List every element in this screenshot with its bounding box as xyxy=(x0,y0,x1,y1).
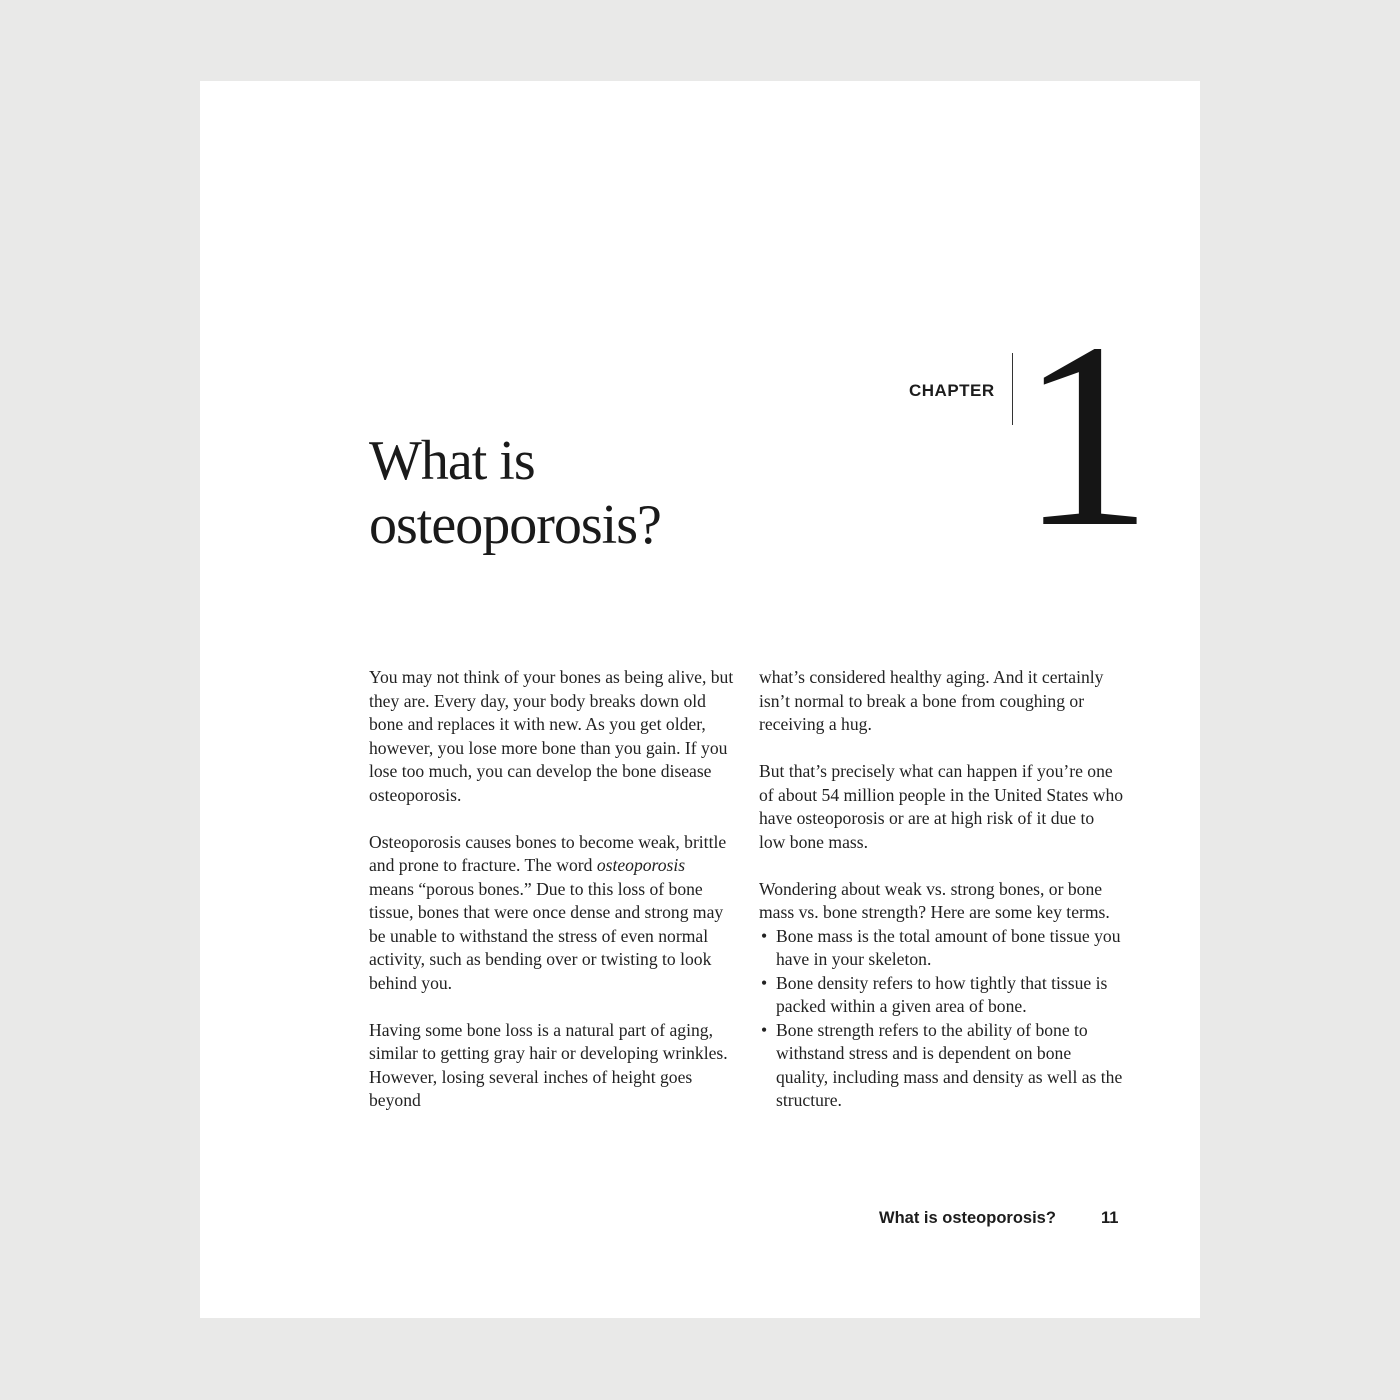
book-page xyxy=(200,81,1200,1318)
paragraph-statistics: But that’s precisely what can happen if you’re one of about 54 million people in the United States who have osteoporosis or are at high risk of it due to low bone mass. xyxy=(759,761,1124,852)
running-footer-title: What is osteoporosis? xyxy=(879,1209,1056,1227)
left-text-column xyxy=(369,666,734,1136)
key-terms-list xyxy=(759,925,1124,1113)
paragraph-healthy-aging: what’s considered healthy aging. And it certainly isn’t normal to break a bone from coughing or receiving a hug. xyxy=(759,667,1104,734)
page-number: 11 xyxy=(1101,1209,1119,1227)
title-line-1: What is xyxy=(369,430,535,492)
list-item-bone-mass: • Bone mass is the total amount of bone tissue you have in your skeleton. xyxy=(759,925,1124,972)
paragraph-definition-text-2: means “porous bones.” Due to this loss of bone tissue, bones that were once dense and strong may be unable to withstand the stress of even normal activity, such as bending over or twisting to look behind you. xyxy=(369,878,724,993)
paragraph-definition-text-1: Osteoporosis causes bones to become weak, brittle and prone to fracture. The word xyxy=(369,831,727,875)
chapter-label: CHAPTER xyxy=(909,381,995,400)
title-line-2: osteoporosis? xyxy=(369,494,661,556)
paragraph-aging: Having some bone loss is a natural part of aging, similar to getting gray hair or developing wrinkles. However, losing several inches of height goes beyond xyxy=(369,1019,728,1110)
chapter-divider xyxy=(1012,353,1013,425)
chapter-number: 1 xyxy=(1020,289,1153,582)
paragraph-definition xyxy=(369,831,734,996)
right-text-column xyxy=(759,666,1124,1113)
paragraph-key-terms: Wondering about weak vs. strong bones, or bone mass vs. bone strength? Here are some key terms. xyxy=(759,878,1110,922)
list-item-bone-strength: • Bone strength refers to the ability of bone to withstand stress and is dependent on bone quality, including mass and density as well as the structure. xyxy=(759,1019,1124,1113)
term-osteoporosis: osteoporosis xyxy=(596,855,686,875)
paragraph-intro: You may not think of your bones as being alive, but they are. Every day, your body breaks down old bone and replaces it with new. As you get older, however, you lose more bone than you gain. If you lose too much, you can develop the bone disease osteoporosis. xyxy=(369,667,734,805)
page-title xyxy=(369,429,889,557)
list-item-bone-density: • Bone density refers to how tightly that tissue is packed within a given area of bone. xyxy=(759,972,1124,1019)
